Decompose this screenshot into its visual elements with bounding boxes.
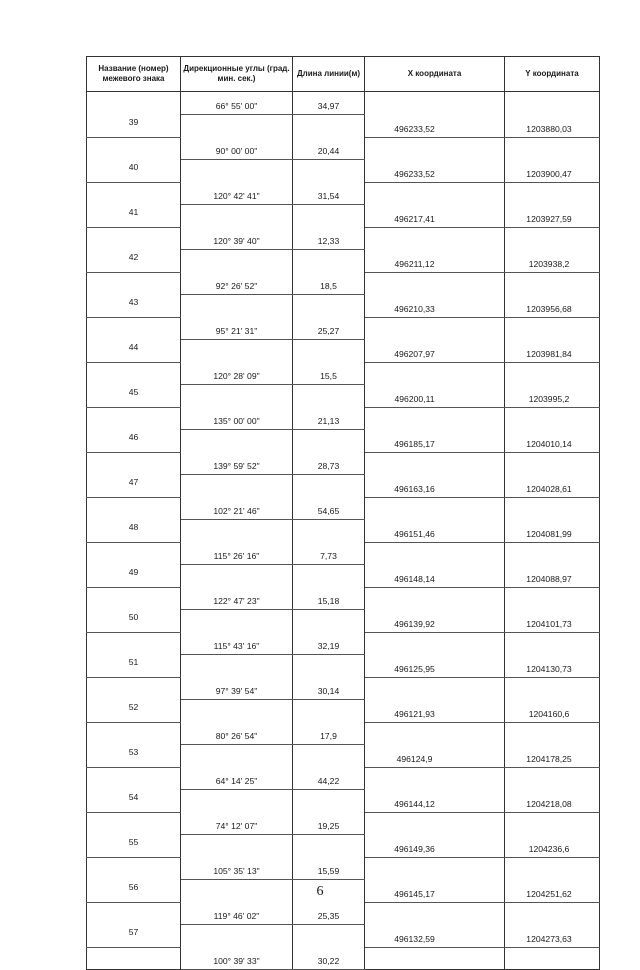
cell-point-name: 50: [87, 610, 181, 633]
cell-direction-angle: 105° 35' 13": [181, 857, 293, 880]
cell-line-length: 21,13: [293, 407, 365, 430]
point-row: [87, 790, 600, 813]
line-row: [87, 812, 600, 835]
cell-line-length: [293, 295, 365, 318]
cell-point-name: [87, 677, 181, 700]
cell-point-name: [87, 497, 181, 520]
point-row: [87, 745, 600, 768]
cell-direction-angle: 97° 39' 54": [181, 677, 293, 700]
line-row: [87, 677, 600, 700]
cell-direction-angle: 74° 12' 07": [181, 812, 293, 835]
cell-y-coordinate: [505, 452, 600, 475]
cell-direction-angle: 122° 47' 23": [181, 587, 293, 610]
cell-point-name: 51: [87, 655, 181, 678]
cell-point-name: [87, 362, 181, 385]
point-row: [87, 520, 600, 543]
cell-x-coordinate: 496207,97: [365, 340, 505, 363]
cell-x-coordinate: [365, 947, 505, 970]
cell-line-length: 15,59: [293, 857, 365, 880]
cell-line-length: 12,33: [293, 227, 365, 250]
cell-point-name: 45: [87, 385, 181, 408]
cell-direction-angle: [181, 340, 293, 363]
cell-y-coordinate: 1203927,59: [505, 205, 600, 228]
cell-point-name: 42: [87, 250, 181, 273]
cell-point-name: [87, 857, 181, 880]
cell-direction-angle: 119° 46' 02": [181, 902, 293, 925]
cell-y-coordinate: [505, 542, 600, 565]
cell-point-name: 56: [87, 880, 181, 903]
cell-direction-angle: [181, 475, 293, 498]
cell-x-coordinate: 496124,9: [365, 745, 505, 768]
cell-y-coordinate: 1203880,03: [505, 115, 600, 138]
cell-direction-angle: [181, 565, 293, 588]
cell-direction-angle: [181, 835, 293, 858]
cell-y-coordinate: 1204088,97: [505, 565, 600, 588]
point-row: [87, 385, 600, 408]
cell-point-name: [87, 947, 181, 970]
cell-x-coordinate: [365, 902, 505, 925]
cell-line-length: 31,54: [293, 182, 365, 205]
cell-y-coordinate: [505, 767, 600, 790]
cell-direction-angle: 80° 26' 54": [181, 722, 293, 745]
cell-point-name: 52: [87, 700, 181, 723]
cell-point-name: [87, 92, 181, 115]
cell-y-coordinate: [505, 722, 600, 745]
point-row: [87, 610, 600, 633]
cell-x-coordinate: [365, 767, 505, 790]
point-row: [87, 205, 600, 228]
cell-y-coordinate: 1204178,25: [505, 745, 600, 768]
cell-line-length: [293, 430, 365, 453]
cell-line-length: 7,73: [293, 542, 365, 565]
cell-line-length: [293, 340, 365, 363]
cell-direction-angle: [181, 115, 293, 138]
cell-x-coordinate: [365, 857, 505, 880]
cell-line-length: 28,73: [293, 452, 365, 475]
cell-y-coordinate: [505, 362, 600, 385]
cell-y-coordinate: [505, 857, 600, 880]
line-row: [87, 92, 600, 115]
header-x: X координата: [365, 57, 505, 92]
point-row: [87, 700, 600, 723]
cell-x-coordinate: 496121,93: [365, 700, 505, 723]
line-row: [87, 407, 600, 430]
cell-y-coordinate: 1203995,2: [505, 385, 600, 408]
cell-direction-angle: 64° 14' 25": [181, 767, 293, 790]
cell-direction-angle: [181, 700, 293, 723]
cell-y-coordinate: [505, 227, 600, 250]
cell-x-coordinate: [365, 452, 505, 475]
cell-point-name: 46: [87, 430, 181, 453]
point-row: [87, 835, 600, 858]
line-row: [87, 587, 600, 610]
cell-direction-angle: [181, 610, 293, 633]
cell-y-coordinate: 1203900,47: [505, 160, 600, 183]
line-row: [87, 317, 600, 340]
cell-y-coordinate: [505, 497, 600, 520]
boundary-coordinates-table: [86, 56, 600, 970]
cell-x-coordinate: [365, 497, 505, 520]
cell-x-coordinate: 496233,52: [365, 115, 505, 138]
cell-x-coordinate: 496163,16: [365, 475, 505, 498]
cell-direction-angle: 66° 55' 00": [181, 92, 293, 115]
cell-x-coordinate: [365, 362, 505, 385]
point-row: [87, 340, 600, 363]
cell-y-coordinate: 1204130,73: [505, 655, 600, 678]
cell-x-coordinate: [365, 227, 505, 250]
cell-x-coordinate: [365, 812, 505, 835]
cell-y-coordinate: [505, 182, 600, 205]
cell-y-coordinate: [505, 632, 600, 655]
cell-y-coordinate: 1204028,61: [505, 475, 600, 498]
cell-point-name: [87, 272, 181, 295]
cell-direction-angle: 120° 28' 09": [181, 362, 293, 385]
cell-x-coordinate: [365, 92, 505, 115]
cell-direction-angle: [181, 655, 293, 678]
cell-point-name: 44: [87, 340, 181, 363]
cell-direction-angle: 102° 21' 46": [181, 497, 293, 520]
point-row: [87, 475, 600, 498]
cell-point-name: [87, 587, 181, 610]
point-row: [87, 655, 600, 678]
cell-y-coordinate: [505, 317, 600, 340]
cell-line-length: 15,5: [293, 362, 365, 385]
cell-line-length: [293, 925, 365, 948]
cell-y-coordinate: [505, 92, 600, 115]
point-row: [87, 565, 600, 588]
cell-line-length: 15,18: [293, 587, 365, 610]
cell-point-name: [87, 902, 181, 925]
header-length: Длина линии(м): [293, 57, 365, 92]
cell-point-name: 41: [87, 205, 181, 228]
page-number: 6: [316, 884, 324, 899]
cell-direction-angle: 92° 26' 52": [181, 272, 293, 295]
cell-point-name: [87, 812, 181, 835]
cell-direction-angle: [181, 430, 293, 453]
cell-point-name: 43: [87, 295, 181, 318]
cell-direction-angle: [181, 790, 293, 813]
cell-line-length: 25,27: [293, 317, 365, 340]
cell-point-name: 55: [87, 835, 181, 858]
cell-point-name: [87, 722, 181, 745]
cell-direction-angle: 90° 00' 00": [181, 137, 293, 160]
cell-y-coordinate: 1204236,6: [505, 835, 600, 858]
cell-x-coordinate: [365, 632, 505, 655]
cell-point-name: 39: [87, 115, 181, 138]
cell-y-coordinate: [505, 272, 600, 295]
cell-x-coordinate: 496210,33: [365, 295, 505, 318]
cell-y-coordinate: 1204218,08: [505, 790, 600, 813]
cell-y-coordinate: [505, 407, 600, 430]
header-y: Y координата: [505, 57, 600, 92]
line-row: [87, 452, 600, 475]
table-header-row: [87, 57, 600, 92]
cell-direction-angle: [181, 160, 293, 183]
cell-line-length: [293, 520, 365, 543]
cell-x-coordinate: 496144,12: [365, 790, 505, 813]
cell-direction-angle: 139° 59' 52": [181, 452, 293, 475]
cell-x-coordinate: 496185,17: [365, 430, 505, 453]
cell-line-length: [293, 475, 365, 498]
cell-y-coordinate: 1203981,84: [505, 340, 600, 363]
cell-direction-angle: [181, 745, 293, 768]
cell-line-length: 30,22: [293, 947, 365, 970]
cell-point-name: [87, 542, 181, 565]
cell-line-length: 32,19: [293, 632, 365, 655]
cell-direction-angle: 115° 43' 16": [181, 632, 293, 655]
cell-y-coordinate: [505, 587, 600, 610]
cell-x-coordinate: [365, 182, 505, 205]
cell-x-coordinate: 496200,11: [365, 385, 505, 408]
cell-direction-angle: 95° 21' 31": [181, 317, 293, 340]
cell-x-coordinate: 496217,41: [365, 205, 505, 228]
cell-line-length: [293, 205, 365, 228]
cell-line-length: [293, 565, 365, 588]
cell-line-length: 30,14: [293, 677, 365, 700]
cell-line-length: 44,22: [293, 767, 365, 790]
cell-direction-angle: 135° 00' 00": [181, 407, 293, 430]
cell-line-length: 17,9: [293, 722, 365, 745]
cell-line-length: 34,97: [293, 92, 365, 115]
cell-line-length: [293, 610, 365, 633]
cell-line-length: [293, 655, 365, 678]
cell-point-name: [87, 452, 181, 475]
cell-direction-angle: 115° 26' 16": [181, 542, 293, 565]
point-row: [87, 925, 600, 948]
cell-point-name: [87, 767, 181, 790]
cell-line-length: [293, 790, 365, 813]
cell-direction-angle: 120° 42' 41": [181, 182, 293, 205]
line-row: [87, 722, 600, 745]
header-name: Название (номер) межевого знака: [87, 57, 181, 92]
point-row: [87, 295, 600, 318]
cell-line-length: [293, 745, 365, 768]
cell-x-coordinate: [365, 677, 505, 700]
cell-point-name: [87, 317, 181, 340]
cell-point-name: 48: [87, 520, 181, 543]
cell-x-coordinate: 496211,12: [365, 250, 505, 273]
cell-point-name: [87, 137, 181, 160]
line-row: [87, 947, 600, 970]
cell-x-coordinate: 496149,36: [365, 835, 505, 858]
cell-x-coordinate: [365, 272, 505, 295]
cell-y-coordinate: [505, 677, 600, 700]
point-row: [87, 115, 600, 138]
cell-point-name: 47: [87, 475, 181, 498]
line-row: [87, 542, 600, 565]
cell-y-coordinate: [505, 947, 600, 970]
table-body: [87, 92, 600, 970]
cell-line-length: 20,44: [293, 137, 365, 160]
cell-y-coordinate: 1203956,68: [505, 295, 600, 318]
line-row: [87, 137, 600, 160]
cell-line-length: [293, 250, 365, 273]
cell-line-length: 18,5: [293, 272, 365, 295]
cell-y-coordinate: 1204101,73: [505, 610, 600, 633]
line-row: [87, 857, 600, 880]
cell-y-coordinate: [505, 137, 600, 160]
header-angle: Дирекционные углы (град. мин. сек.): [181, 57, 293, 92]
cell-direction-angle: 100° 39' 33": [181, 947, 293, 970]
cell-y-coordinate: 1204251,62: [505, 880, 600, 903]
cell-point-name: 53: [87, 745, 181, 768]
cell-point-name: [87, 632, 181, 655]
cell-y-coordinate: 1204160,6: [505, 700, 600, 723]
cell-y-coordinate: 1204273,63: [505, 925, 600, 948]
cell-x-coordinate: 496132,59: [365, 925, 505, 948]
cell-direction-angle: [181, 295, 293, 318]
cell-x-coordinate: [365, 722, 505, 745]
line-row: [87, 182, 600, 205]
cell-line-length: [293, 835, 365, 858]
cell-x-coordinate: [365, 317, 505, 340]
cell-point-name: 40: [87, 160, 181, 183]
cell-point-name: 57: [87, 925, 181, 948]
cell-direction-angle: [181, 385, 293, 408]
cell-x-coordinate: 496125,95: [365, 655, 505, 678]
cell-direction-angle: [181, 925, 293, 948]
line-row: [87, 362, 600, 385]
cell-x-coordinate: 496233,52: [365, 160, 505, 183]
cell-direction-angle: [181, 520, 293, 543]
cell-line-length: [293, 160, 365, 183]
cell-x-coordinate: [365, 587, 505, 610]
cell-direction-angle: 120° 39' 40": [181, 227, 293, 250]
line-row: [87, 497, 600, 520]
point-row: [87, 160, 600, 183]
cell-x-coordinate: 496139,92: [365, 610, 505, 633]
cell-line-length: [293, 115, 365, 138]
cell-line-length: [293, 700, 365, 723]
point-row: [87, 430, 600, 453]
point-row: [87, 250, 600, 273]
cell-x-coordinate: 496148,14: [365, 565, 505, 588]
cell-line-length: 25,35: [293, 902, 365, 925]
cell-y-coordinate: 1204010,14: [505, 430, 600, 453]
line-row: [87, 272, 600, 295]
line-row: [87, 767, 600, 790]
cell-point-name: [87, 182, 181, 205]
cell-direction-angle: [181, 205, 293, 228]
cell-line-length: [293, 385, 365, 408]
cell-point-name: 49: [87, 565, 181, 588]
line-row: [87, 632, 600, 655]
cell-line-length: 19,25: [293, 812, 365, 835]
cell-y-coordinate: 1204081,99: [505, 520, 600, 543]
cell-point-name: [87, 227, 181, 250]
line-row: [87, 227, 600, 250]
cell-y-coordinate: [505, 902, 600, 925]
cell-point-name: [87, 407, 181, 430]
cell-x-coordinate: [365, 137, 505, 160]
cell-y-coordinate: 1203938,2: [505, 250, 600, 273]
cell-x-coordinate: [365, 542, 505, 565]
cell-x-coordinate: 496151,46: [365, 520, 505, 543]
line-row: [87, 902, 600, 925]
cell-x-coordinate: [365, 407, 505, 430]
cell-direction-angle: [181, 250, 293, 273]
cell-line-length: 54,65: [293, 497, 365, 520]
cell-point-name: 54: [87, 790, 181, 813]
cell-x-coordinate: 496145,17: [365, 880, 505, 903]
cell-y-coordinate: [505, 812, 600, 835]
